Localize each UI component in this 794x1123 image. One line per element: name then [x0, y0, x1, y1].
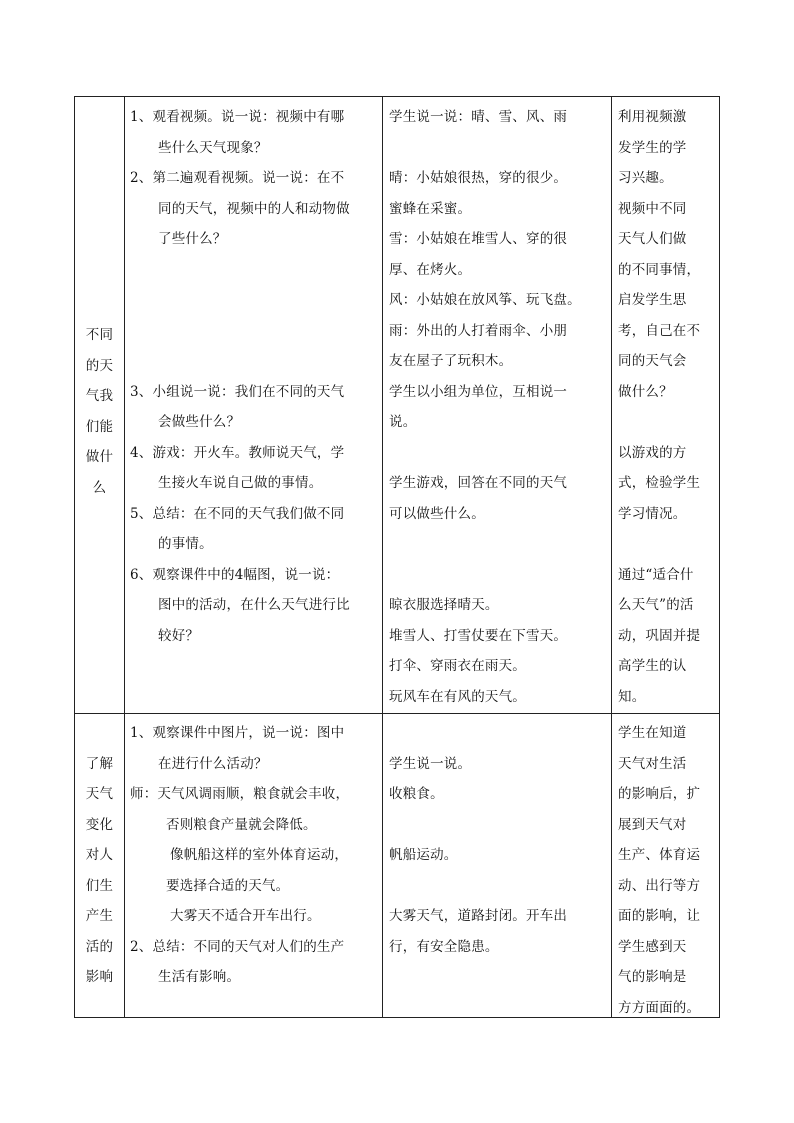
text-line: 1、观察课件中图片，说一说：图中 — [130, 725, 345, 741]
text-line: 图中的活动，在什么天气进行比 — [158, 597, 350, 613]
column-divider — [124, 97, 125, 1017]
text-line: 生产、体育运 — [618, 847, 701, 863]
text-line: 发学生的学 — [618, 139, 687, 156]
text-line: 会做些什么？ — [158, 414, 241, 430]
row2-label-line: 对人 — [85, 847, 114, 863]
text-line: 动、出行等方 — [618, 877, 701, 894]
blank-line — [389, 810, 567, 841]
text-line: 学生在知道 — [618, 725, 687, 741]
text-line: 同的天气会 — [618, 353, 687, 369]
text-line: 2、总结：不同的天气对人们的生产 — [130, 938, 345, 955]
row1-label-line: 做什 — [85, 449, 114, 465]
row2-label-line: 们生 — [85, 877, 114, 894]
text-line: 习兴趣。 — [618, 170, 673, 186]
blank-line — [75, 718, 124, 749]
text-line: 在进行什么活动？ — [158, 755, 268, 772]
text-line: 像帆船这样的室外体育运动， — [170, 847, 349, 863]
text-line: 3、小组说一说：我们在不同的天气 — [130, 383, 345, 400]
text-line: 生活有影响。 — [158, 969, 241, 985]
text-line: 2、第二遍观看视频。说一说：在不 — [130, 170, 345, 186]
blank-line — [618, 529, 700, 560]
text-line: 的影响后，扩 — [618, 786, 701, 802]
text-line: 高学生的认 — [618, 658, 687, 674]
row2-label-line: 变化 — [85, 816, 114, 833]
row1-label-line: 么 — [92, 479, 107, 496]
text-line: 天气对生活 — [618, 755, 687, 772]
text-line: 面的影响，让 — [618, 908, 701, 924]
row-divider — [75, 713, 719, 714]
text-line: 帆船运动。 — [389, 847, 458, 863]
text-line: 雨：外出的人打着雨伞、小朋 — [389, 322, 568, 339]
text-line: 雪：小姑娘在堆雪人、穿的很 — [389, 231, 568, 247]
blank-line — [618, 407, 700, 438]
text-line: 否则粮食产量就会降低。 — [166, 816, 317, 833]
text-line: 方方面面的。 — [618, 999, 701, 1016]
blank-line — [130, 316, 350, 347]
text-line: 天气人们做 — [618, 231, 687, 247]
blank-line — [389, 438, 581, 469]
text-line: 可以做些什么。 — [389, 505, 485, 522]
row2-label-line: 天气 — [85, 786, 114, 802]
blank-line — [130, 285, 350, 316]
text-line: 玩风车在有风的天气。 — [389, 688, 526, 705]
text-line: 学生感到天 — [618, 938, 687, 955]
text-line: 知。 — [618, 688, 646, 705]
blank-line — [130, 346, 350, 377]
text-line: 做什么？ — [618, 383, 673, 400]
text-line: 些什么天气现象？ — [158, 139, 268, 156]
blank-line — [389, 133, 581, 164]
text-line: 了些什么？ — [158, 231, 227, 247]
row2-label-line: 影响 — [85, 969, 114, 985]
text-line: 师：天气风调雨顺，粮食就会丰收， — [130, 786, 350, 802]
row1-label-cell — [75, 320, 124, 503]
row1-label-line: 们能 — [85, 418, 114, 435]
text-line: 5、总结：在不同的天气我们做不同 — [130, 505, 345, 522]
text-line: 同的天气，视频中的人和动物做 — [158, 200, 350, 217]
text-line: 以游戏的方 — [618, 444, 687, 461]
text-line: 收粮食。 — [389, 786, 444, 802]
text-line: 大雾天不适合开车出行。 — [170, 908, 321, 924]
blank-line — [389, 560, 581, 591]
text-line: 式，检验学生 — [618, 475, 701, 491]
row2-label-line: 产生 — [85, 908, 114, 924]
text-line: 行，有安全隐患。 — [389, 938, 499, 955]
text-line: 4、游戏：开火车。教师说天气，学 — [130, 444, 345, 461]
lesson-table — [74, 96, 720, 1018]
text-line: 要选择合适的天气。 — [166, 877, 290, 894]
row2-label-cell — [75, 718, 124, 993]
blank-line — [389, 718, 567, 749]
text-line: 打伞、穿雨衣在雨天。 — [389, 658, 526, 674]
row2-student-cell — [389, 718, 567, 962]
row2-purpose-cell — [618, 718, 700, 1023]
text-line: 大雾天气，道路封闭。开车出 — [389, 908, 568, 924]
text-line: 晴：小姑娘很热，穿的很少。 — [389, 170, 568, 186]
text-line: 堆雪人、打雪仗要在下雪天。 — [389, 627, 568, 644]
text-line: 学习情况。 — [618, 505, 687, 522]
row2-label-line: 了解 — [85, 755, 114, 772]
row1-student-cell — [389, 102, 581, 712]
row1-label-line: 气我 — [85, 388, 114, 404]
text-line: 气的影响是 — [618, 969, 687, 985]
blank-line — [130, 255, 350, 286]
row1-label-line: 不同 — [85, 327, 114, 343]
text-line: 通过“适合什 — [618, 566, 694, 583]
text-line: 较好？ — [158, 627, 200, 644]
text-line: 6、观察课件中的4幅图，说一说： — [130, 566, 340, 583]
column-divider — [382, 97, 383, 1017]
text-line: 学生说一说：晴、雪、风、雨 — [389, 109, 568, 125]
row2-label-line: 活的 — [85, 938, 114, 955]
text-line: 风：小姑娘在放风筝、玩飞盘。 — [389, 292, 581, 308]
row1-teacher-cell — [130, 102, 350, 651]
text-line: 视频中不同 — [618, 200, 687, 217]
text-line: 1、观看视频。说一说：视频中有哪 — [130, 109, 345, 125]
row2-teacher-cell — [130, 718, 349, 993]
text-line: 晾衣服选择晴天。 — [389, 597, 499, 613]
text-line: 动，巩固并提 — [618, 627, 701, 644]
text-line: 利用视频激 — [618, 109, 687, 125]
text-line: 生接火车说自己做的事情。 — [158, 475, 323, 491]
text-line: 学生以小组为单位，互相说一 — [389, 383, 568, 400]
column-divider — [611, 97, 612, 1017]
blank-line — [389, 529, 581, 560]
text-line: 展到天气对 — [618, 816, 687, 833]
text-line: 蜜蜂在采蜜。 — [389, 200, 472, 217]
text-line: 考，自己在不 — [618, 322, 701, 339]
text-line: 么天气”的活 — [618, 597, 694, 613]
blank-line — [389, 871, 567, 902]
row1-purpose-cell — [618, 102, 700, 712]
text-line: 学生游戏，回答在不同的天气 — [389, 475, 568, 491]
text-line: 启发学生思 — [618, 292, 687, 308]
row1-label-line: 的天 — [85, 357, 114, 374]
text-line: 友在屋子了玩积木。 — [389, 353, 513, 369]
text-line: 说。 — [389, 414, 417, 430]
text-line: 学生说一说。 — [389, 755, 472, 772]
text-line: 的不同事情， — [618, 261, 701, 278]
text-line: 的事情。 — [158, 536, 213, 552]
text-line: 厚、在烤火。 — [389, 261, 472, 278]
